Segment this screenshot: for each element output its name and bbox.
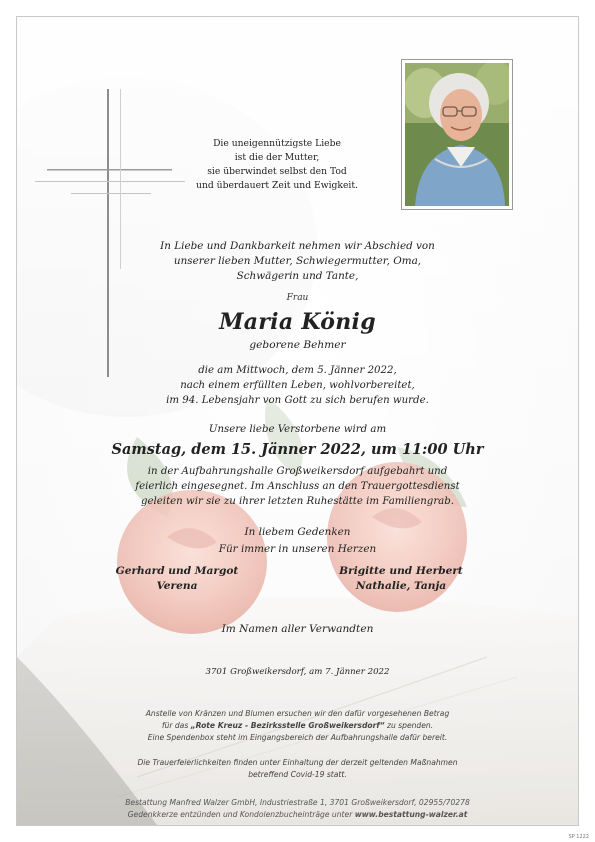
service-intro: Unsere liebe Verstorbene wird am bbox=[208, 424, 387, 435]
name-prefix: Frau bbox=[286, 293, 309, 303]
deceased-name: Maria König bbox=[219, 309, 376, 335]
memorial-line: Für immer in unseren Herzen bbox=[218, 543, 377, 555]
service-date: Samstag, dem 15. Jänner 2022, um 11:00 Uhr bbox=[111, 441, 484, 458]
portrait-photo bbox=[401, 59, 513, 210]
covid-line: Die Trauerfeierlichkeiten finden unter Einhaltung der derzeit geltenden Maßnahmen bbox=[137, 758, 458, 767]
donation-line: Eine Spendenbox steht im Eingangsbereich der Aufbahrungshalle dafür bereit. bbox=[147, 733, 448, 742]
donation-pre: für das bbox=[161, 721, 191, 730]
undertaker-website-link[interactable]: www.bestattung-walzer.at bbox=[354, 810, 468, 819]
memorial-text bbox=[17, 524, 578, 558]
quote-line: sie überwindet selbst den Tod bbox=[207, 166, 347, 177]
intro-text bbox=[17, 239, 578, 284]
family-name: Nathalie, Tanja bbox=[355, 580, 447, 592]
portrait-image bbox=[405, 63, 509, 206]
donation-post: zu spenden. bbox=[384, 721, 434, 730]
death-info-line: nach einem erfüllten Leben, wohlvorbereitet, bbox=[180, 380, 415, 391]
service-line: feierlich eingesegnet. Im Anschluss an den Trauergottesdienst bbox=[135, 481, 460, 492]
cross-icon bbox=[35, 89, 185, 379]
death-info bbox=[17, 363, 578, 408]
print-code: SP 1222 bbox=[568, 834, 589, 840]
covid-line: betreffend Covid-19 statt. bbox=[248, 770, 347, 779]
memorial-line: In liebem Gedenken bbox=[244, 526, 351, 538]
intro-line: unserer lieben Mutter, Schwiegermutter, Oma, bbox=[173, 255, 422, 267]
relatives-text: Im Namen aller Verwandten bbox=[221, 623, 374, 635]
service-line: in der Aufbahrungshalle Großweikersdorf aufgebahrt und bbox=[147, 466, 448, 477]
donation-line bbox=[17, 720, 578, 732]
place-date: 3701 Großweikersdorf, am 7. Jänner 2022 bbox=[205, 667, 390, 677]
service-line: geleiten wir sie zu ihrer letzten Ruhestätte im Familiengrab. bbox=[140, 496, 455, 507]
family-left bbox=[77, 564, 277, 594]
quote-line: und überdauert Zeit und Ewigkeit. bbox=[196, 180, 358, 191]
death-info-line: die am Mittwoch, dem 5. Jänner 2022, bbox=[198, 365, 397, 376]
quote-line: ist die der Mutter, bbox=[234, 152, 320, 163]
undertaker-pre: Gedenkkerze entzünden und Kondolenzbucheinträge unter bbox=[127, 810, 355, 819]
covid-note bbox=[17, 757, 578, 781]
donation-note bbox=[17, 708, 578, 744]
donation-line: Anstelle von Kränzen und Blumen ersuchen wir den dafür vorgesehenen Betrag bbox=[145, 709, 450, 718]
service-details bbox=[17, 464, 578, 509]
family-name: Verena bbox=[156, 580, 198, 592]
quote-line: Die uneigennützigste Liebe bbox=[213, 138, 341, 149]
intro-line: In Liebe und Dankbarkeit nehmen wir Abschied von bbox=[160, 240, 435, 252]
undertaker-info bbox=[17, 797, 578, 821]
intro-line: Schwägerin und Tante, bbox=[236, 270, 359, 282]
family-name: Brigitte und Herbert bbox=[339, 565, 463, 577]
donation-recipient: „Rote Kreuz - Bezirksstelle Großweikersdorf“ bbox=[190, 721, 385, 730]
quote-block bbox=[147, 137, 407, 193]
death-info-line: im 94. Lebensjahr von Gott zu sich berufen wurde. bbox=[166, 395, 429, 406]
obituary-card bbox=[16, 16, 579, 826]
undertaker-line: Bestattung Manfred Walzer GmbH, Industriestraße 1, 3701 Großweikersdorf, 02955/70278 bbox=[125, 798, 470, 807]
undertaker-line bbox=[17, 809, 578, 821]
birth-name: geborene Behmer bbox=[249, 339, 346, 351]
family-right bbox=[301, 564, 501, 594]
family-name: Gerhard und Margot bbox=[115, 565, 239, 577]
